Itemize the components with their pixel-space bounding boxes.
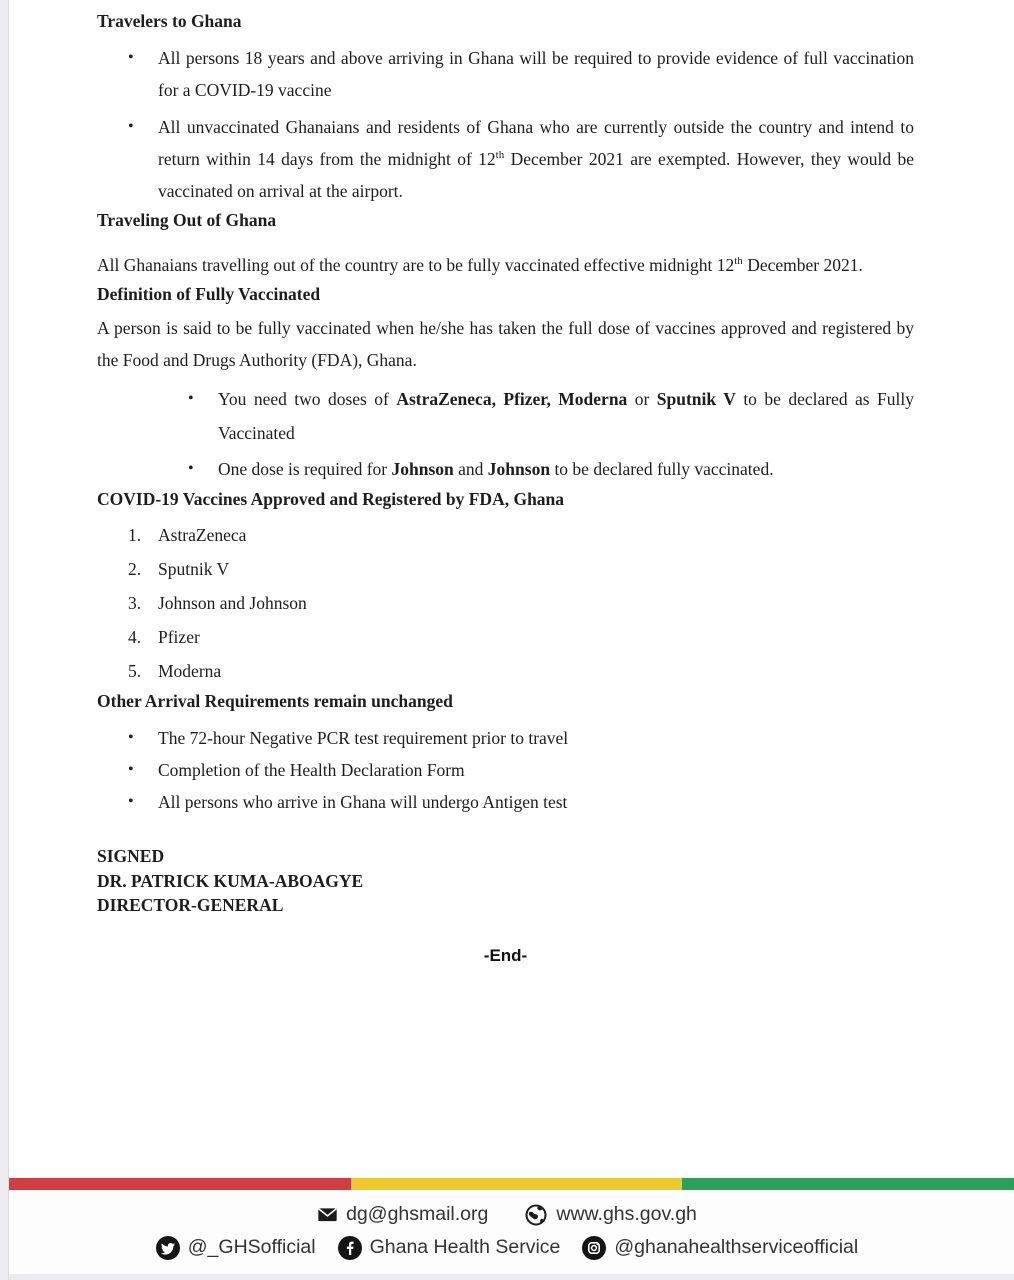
list-item — [128, 654, 914, 688]
bullet-glyph: • — [128, 49, 134, 66]
bullet-text: All persons 18 years and above arriving in Ghana will be required to provide evidence of full vaccination for a COVID-19 vaccine — [158, 48, 914, 100]
list-label: Johnson and Johnson — [158, 593, 307, 613]
list-label: Sputnik V — [158, 559, 230, 579]
sub-bullet-list — [97, 382, 914, 486]
scan-edge-shadow — [0, 0, 9, 1280]
list-item — [128, 586, 914, 620]
section-heading-other-requirements: Other Arrival Requirements remain unchanged — [97, 691, 453, 711]
footer-website — [524, 1203, 697, 1227]
bullet-item — [128, 42, 914, 106]
bullet-glyph: • — [128, 793, 134, 810]
footer-socials-row — [156, 1236, 858, 1260]
signature-signed: SIGNED — [97, 846, 165, 866]
list-label: Moderna — [158, 661, 222, 681]
superscript-ordinal: th — [495, 149, 505, 162]
numbered-list — [97, 518, 914, 688]
bullet-text: One dose is required for Johnson and Johnson to be declared fully vaccinated. — [218, 459, 774, 479]
envelope-icon — [317, 1204, 338, 1225]
list-number: 1. — [128, 525, 142, 545]
bullet-text: You need two doses of AstraZeneca, Pfizer, Moderna or Sputnik V to be declared as Fully Vaccinated — [218, 389, 914, 443]
bullet-item — [128, 722, 914, 754]
bullet-list — [97, 722, 914, 818]
bullet-item — [128, 111, 914, 207]
superscript-ordinal: th — [734, 255, 743, 268]
footer-instagram-handle: @ghanahealthserviceofficial — [614, 1236, 859, 1258]
footer-facebook-name: Ghana Health Service — [369, 1236, 561, 1258]
document-content — [97, 8, 914, 966]
footer-email — [317, 1203, 488, 1226]
signature-block — [97, 844, 914, 918]
end-marker: -End- — [483, 945, 528, 965]
footer-body — [0, 1190, 1014, 1280]
instagram-icon — [582, 1236, 606, 1260]
bullet-item — [128, 754, 914, 786]
bullet-item — [188, 452, 914, 486]
bullet-text: The 72-hour Negative PCR test requirement prior to travel — [158, 728, 569, 748]
bullet-item — [128, 786, 914, 818]
bullet-item — [188, 382, 914, 450]
paragraph: All Ghanaians travelling out of the country are to be fully vaccinated effective midnight 12th December 2021. — [97, 255, 863, 275]
section-heading-traveling-out: Traveling Out of Ghana — [97, 210, 277, 230]
bullet-text: Completion of the Health Declaration Form — [158, 760, 465, 780]
footer-twitter-handle: @_GHSofficial — [187, 1236, 316, 1258]
facebook-icon — [338, 1236, 362, 1260]
paragraph: A person is said to be fully vaccinated when he/she has taken the full dose of vaccines approved and registered by the Food and Drugs Authority (FDA), Ghana. — [97, 318, 914, 370]
stripe-green — [682, 1178, 1014, 1190]
bullet-text: All unvaccinated Ghanaians and residents of Ghana who are currently outside the country and intend to return within 14 days from the midnight of 12th December 2021 are exempted. However, they would be vaccinated on arrival at the airport. — [158, 117, 915, 201]
stripe-yellow — [351, 1178, 683, 1190]
bullet-glyph: • — [128, 761, 134, 778]
list-item — [128, 552, 914, 586]
signature-title: DIRECTOR-GENERAL — [97, 895, 284, 915]
section-heading-definition: Definition of Fully Vaccinated — [97, 284, 321, 304]
list-label: Pfizer — [158, 627, 200, 647]
footer-website-text: www.ghs.gov.gh — [556, 1203, 697, 1225]
footer-twitter — [156, 1236, 316, 1260]
bullet-text: All persons who arrive in Ghana will undergo Antigen test — [158, 792, 568, 812]
twitter-icon — [156, 1236, 180, 1260]
list-label: AstraZeneca — [158, 525, 247, 545]
list-number: 3. — [128, 593, 142, 613]
globe-icon — [524, 1203, 548, 1227]
bullet-glyph: • — [188, 390, 194, 407]
list-number: 5. — [128, 661, 142, 681]
footer-contacts-row — [317, 1203, 697, 1227]
document-footer — [0, 1178, 1014, 1280]
list-item — [128, 518, 914, 552]
list-item — [128, 620, 914, 654]
bullet-glyph: • — [128, 118, 134, 135]
signature-name: DR. PATRICK KUMA-ABOAGYE — [97, 870, 364, 891]
footer-email-text: dg@ghsmail.org — [346, 1203, 489, 1225]
stripe-red — [0, 1178, 351, 1190]
bullet-glyph: • — [188, 460, 194, 477]
bullet-glyph: • — [128, 729, 134, 746]
ghana-flag-stripe — [0, 1178, 1014, 1190]
list-number: 4. — [128, 627, 142, 647]
section-heading-approved-vaccines: COVID-19 Vaccines Approved and Registered by FDA, Ghana — [97, 489, 565, 509]
footer-facebook — [338, 1236, 561, 1260]
footer-instagram — [582, 1236, 858, 1260]
list-number: 2. — [128, 559, 142, 579]
section-heading-travelers-to-ghana: Travelers to Ghana — [97, 11, 242, 31]
